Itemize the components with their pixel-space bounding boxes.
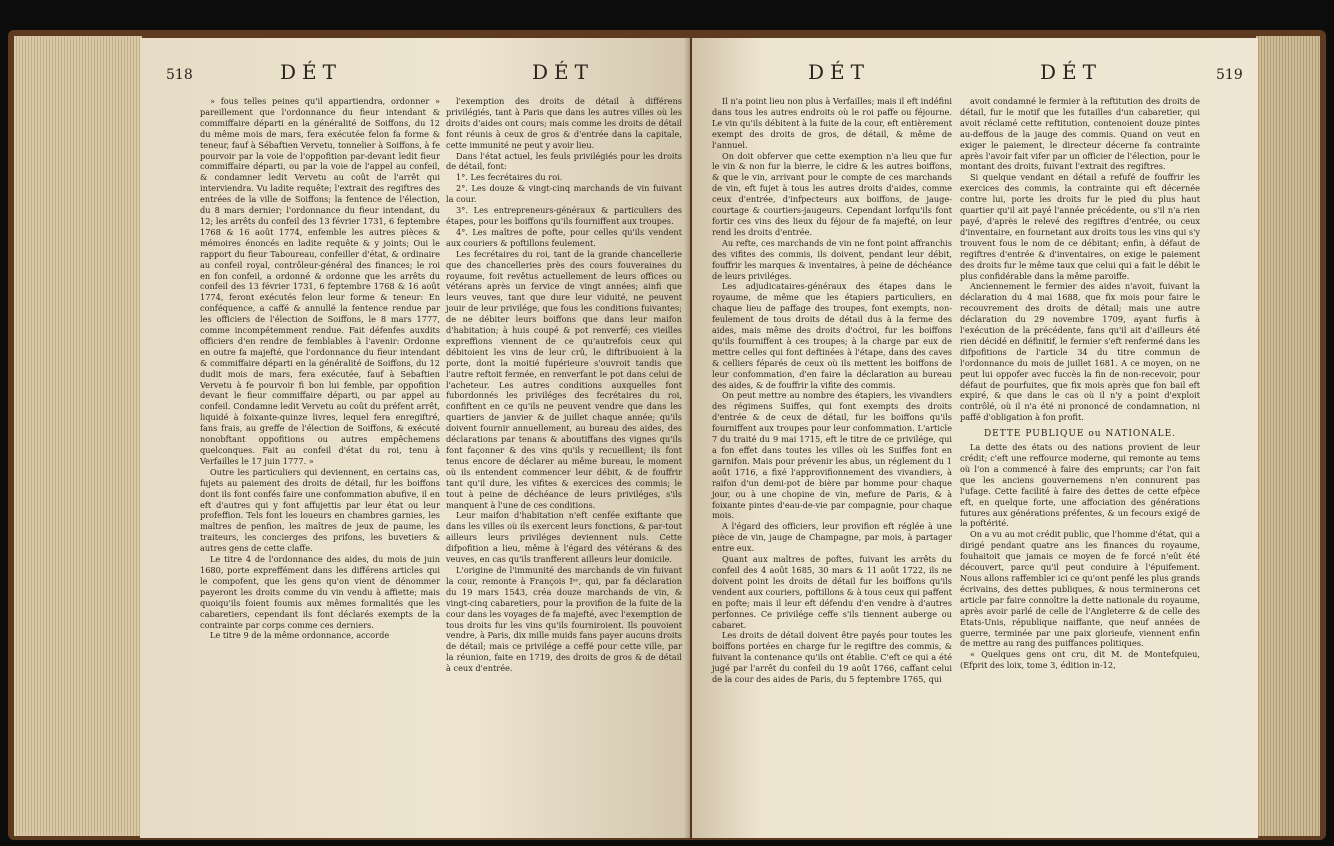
right-page (692, 38, 1258, 838)
left-column-2 (446, 96, 682, 674)
paragraph: Les droits de détail doivent être payés pour toutes les boiffons portées en charge fur le regiftre des commis, & fuivant la contenance qu'ils ont établie. C'eft ce qui a été jugé par l'arrêt du confeil du 19 août 1766, caffant celui de la cour des aides de Paris, du 5 feptembre 1765, qui (712, 630, 952, 685)
right-page-edges (1256, 36, 1320, 836)
paragraph: On doit obferver que cette exemption n'a lieu que fur le vin & non fur la bierre, le cidre & les autres boiffons, & que le vin, arrivant pour le compte de ces marchands de vin, eft fujet à tous les autres droits d'aides, comme ceux d'entrée, d'infpecteurs aux boiffons, de jauge-courtage & courtiers-jaugeurs. Cependant lorfqu'ils font fortir ces vins des lieux du féjour de fa majefté, on leur rend les droits d'entrée. (712, 150, 952, 237)
paragraph: 1°. Les fecrétaires du roi. (456, 172, 563, 183)
paragraph: Au refte, ces marchands de vin ne font point affranchis des vifites des commis, ils doivent, pendant leur débit, fouffrir les marques & inventaires, à peine de déchéance de leurs priviléges. (712, 237, 952, 281)
paragraph: Outre les particuliers qui deviennent, en certains cas, fujets au paiement des droits de détail, fur les boiffons dont ils font confés faire une confommation abufive, il en eft d'autres qui y font affujettis par leur état ou leur profeffion. Tels font les loueurs en chambres garnies, les maîtres de penfion, les maîtres de jeux de paume, les traiteurs, les concierges des prifons, les buvetiers & autres gens de cette claffe. (200, 466, 440, 554)
paragraph: La dette des états ou des nations provient de leur crédit; c'eft une reffource moderne, qui remonte au tems où l'on a commencé à faire des emprunts; car l'on fait que les anciens gouvernemens n'en connurent pas l'ufage. Cette facilité à faire des dettes de cette efpèce eft, en quelque forte, une affociation des générations futures aux générations préfentes, & un fecours exigé de la poftérité. (960, 442, 1200, 529)
paragraph: Les adjudicataires-généraux des étapes dans le royaume, de même que les étapiers particuliers, en chaque lieu de paffage des troupes, font exempts, non-feulement de tous droits de détail dus à la ferme des aides, mais même des droits d'oćtroi, fur les boiffons qu'ils fourniffent à ces troupes; à la charge par eux de mettre celles qui font deftinées à l'étape, dans des caves & celliers féparés de ceux où ils mettent les boiffons de leur confommation, d'en faire la déclaration au bureau des aides, & de fouffrir la vifite des commis. (712, 281, 952, 390)
paragraph: Les fecrétaires du roi, tant de la grande chancellerie que des chancelleries près des cours fouveraines du royaume, foit revêtus actuellement de leurs offices ou vétérans après un fervice de vingt années; ainfi que leurs veuves, tant que dure leur viduité, ne peuvent jouir de leur privilége, que fous les conditions fuivantes; de ne débiter leurs boiffons que dans leur maifon d'habitation; à huis coupé & pot renverfé; ces vieilles expreffions viennent de ce qu'autrefois ceux qui débitoient les vins de leur crû, le diftribuoient à la porte, dont la moitié fupérieure s'ouvroit tandis que l'autre reftoit fermée, en renverfant le pot dans celui de l'acheteur. Les autres conditions auxquelles font fubordonnés les priviléges des fecrétaires du roi, confiftent en ce qu'ils ne peuvent vendre que dans les quartiers de janvier & de juillet chaque année; qu'ils doivent fournir annuellement, au bureau des aides, des déclarations par tenans & aboutiffans des vignes qu'ils font façonner & des vins qu'ils y recueillent; ils font tenus encore de déclarer au même bureau, le moment où ils entendent commencer leur débit, & de fouffrir tant qu'il dure, les vifites & exercices des commis; le tout à peine de déchéance de leurs priviléges, s'ils manquent à l'une de ces conditions. (446, 248, 682, 510)
paragraph: l'exemption des droits de détail à différens privilégiés, tant à Paris que dans les autres villes où les droits d'aides ont cours; mais comme les droits de détail font réunis à ceux de gros & d'entrée dans la capitale, cette immunité ne peut y avoir lieu. (446, 96, 682, 150)
right-column-1 (712, 96, 952, 685)
paragraph: Le titre 4 de l'ordonnance des aides, du mois de juin 1680, porte expreffément dans les différens articles qui le compofent, que les gens qu'on vient de dénommer payeront les droits comme du vin vendu à affiette; mais quoiqu'ils foient foumis aux mêmes formalités que les cabaretiers, cependant ils font déclarés exempts de la contrainte par corps comme ces derniers. (200, 554, 440, 630)
paragraph: Il n'a point lieu non plus à Verfailles; mais il eft indéfini dans tous les autres endroits où le roi paffe ou féjourne. Le vin qu'ils débitent à la fuite de la cour, eft entièrement exempt des droits de gros, de détail, & même de l'annuel. (712, 96, 952, 150)
paragraph: 3°. Les entrepreneurs-généraux & particuliers des étapes, pour les boiffons qu'ils fourniffent aux troupes. (446, 205, 682, 226)
left-running-head-2: DÉT (532, 60, 594, 84)
paragraph: Anciennement le fermier des aides n'avoit, fuivant la déclaration du 4 mai 1688, que fix mois pour faire le recouvrement des droits de détail; mais une autre déclaration du 29 novembre 1709, ayant furfis à l'exécution de la précédente, fans qu'il ait d'ailleurs été rien décidé en définitif, le fermier s'eft renfermé dans les difpofitions de l'article 34 du titre commun de l'ordonnance du mois de juillet 1681. A ce moyen, on ne peut lui oppofer avec fuccès la fin de non-recevoir, pour défaut de pourfuites, que fix mois après que fon bail eft expiré, & que dans le cas où il n'y a point d'exploit contrôlé, où il n'a été ni prononcé de condamnation, ni paffé d'obligation à fon profit. (960, 281, 1200, 423)
paragraph: On a vu au mot crédit public, que l'homme d'état, qui a dirigé pendant quatre ans les finances du royaume, fouhaitoit que jamais ce moyen de fe forcé n'eût été découvert, parce qu'il peut conduire à l'épuifement. Nous allons raffembler ici ce qu'ont penfé les plus grands écrivains, des dettes publiques, & nous terminerons cet article par faire connoître la dette nationale du royaume, après avoir parlé de celle de l'Angleterre & de celle des États-Unis, république naiffante, que neuf années de guerre, terminée par une paix glorieufe, viennent enfin de mettre au rang des puiffances politiques. (960, 529, 1200, 649)
section-heading: DETTE PUBLIQUE ou NATIONALE. (983, 429, 1177, 440)
right-running-head-1: DÉT (808, 60, 870, 84)
paragraph: « Quelques gens ont cru, dit M. de Montefquieu, (Efprit des loix, tome 3, édition in-12, (960, 649, 1200, 671)
paragraph: 4°. Les maîtres de pofte, pour celles qu'ils vendent aux couriers & poftillons feulement. (446, 226, 682, 248)
left-page-number: 518 (166, 67, 193, 83)
paragraph: Quant aux maîtres de poftes, fuivant les arrêts du confeil des 4 août 1685, 30 mars & 11 août 1722, ils ne doivent point les droits de détail fur les boiffons qu'ils vendent aux couriers, poftillons & à tous ceux qui paffent en pofte; mais il leur eft défendu d'en vendre à d'autres perfonnes. Ce privilége ceffe s'ils tiennent auberge ou cabaret. (712, 554, 952, 630)
left-running-head-1: DÉT (280, 60, 342, 84)
paragraph: A l'égard des officiers, leur provifion eft réglée à une pièce de vin, jauge de Champagne, par mois, à partager entre eux. (712, 521, 952, 554)
paragraph: Leur maifon d'habitation n'eft cenfée exiftante que dans les villes où ils exercent leurs fonctions, & par-tout ailleurs leurs priviléges deviennent nuls. Cette difpofition a lieu, même à l'égard des vétérans & des veuves, en cas qu'ils tranfferent ailleurs leur domicile. (446, 510, 682, 565)
paragraph: Dans l'état actuel, les feuls privilégiés pour les droits de détail, font: (446, 150, 682, 172)
left-column-1 (200, 96, 440, 641)
right-column-2 (960, 96, 1200, 671)
paragraph: » fous telles peines qu'il appartiendra, ordonner » pareillement que l'ordonnance du fieur intendant & commiffaire départi en la généralité de Soiffons, du 12 du même mois de mars, fera exécutée felon fa forme & teneur, fauf à Sébaftien Vervetu, tonnelier à Soiffons, à fe pourvoir par la voie de l'oppofition par-devant ledit fieur commiffaire départi, ou par la voie de l'appel au confeil, & condamner ledit Vervetu au coût de l'arrêt qui interviendra. Vu ladite requête; l'extrait des regiftres des entrées de la ville de Soiffons; la fentence de l'élection, du 8 mars dernier; l'ordonnance du fieur intendant, du 12; les arrêts du confeil des 13 février 1731, 6 feptembre 1768 & 16 août 1774, enfemble les autres pièces & mémoires énoncés en ladite requête & y joints; Oui le rapport du fieur Taboureau, confeiller d'état, & ordinaire au confeil royal, contrôleur-général des finances; le roi en fon confeil, a ordonné & ordonne que les arrêts du confeil des 13 février 1731, 6 feptembre 1768 & 16 août 1774, feront exécutés felon leur forme & teneur: En conféquence, a caffé & annullé la fentence rendue par les officiers de l'élection de Soiffons, le 8 mars 1777, comme incompétemment rendue. Fait défenfes auxdits officiers d'en rendre de femblables à l'avenir: Ordonne en outre fa majefté, que l'ordonnance du fieur intendant & commiffaire départi en la généralité de Soiffons, du 12 dudit mois de mars, fera exécutée, fauf à Sebaftien Vervetu à fe pourvoir fi bon lui femble, par oppofition devant le fieur commiffaire départi, ou par appel au confeil. Condamne ledit Vervetu au coût du préfent arrêt, liquidé à foixante-quinze livres, lequel fera enregiftré, fans frais, au greffe de l'élection de Soiffons, & exécuté nonobftant oppofitions ou autres empêchemens quelconques. Fait au confeil d'état du roi, tenu à Verfailles le 17 juin 1777. » (200, 96, 440, 466)
left-page-edges (14, 36, 142, 836)
paragraph: avoit condamné le fermier à la reftitution des droits de détail, fur le motif que les futailles d'un cabaretier, qui avoit réclamé cette reftitution, contenoient douze pintes au-deffous de la jauge des commis. Quand on veut en exiger le paiement, le directeur décerne fa contrainte après l'avoir fait vifer par un officier de l'élection, pour le montant des droits, fuivant l'extrait des regiftres. (960, 96, 1200, 172)
paragraph: Le titre 9 de la même ordonnance, accorde (210, 630, 390, 641)
paragraph: On peut mettre au nombre des étapiers, les vivandiers des régimens Suiffes, qui font exempts des droits d'entrée & de ceux de détail, fur les boiffons qu'ils fourniffent aux troupes pour leur confommation. L'article 7 du traité du 9 mai 1715, eft le titre de ce privilége, qui a fon effet dans toutes les villes où les Suiffes font en garnifon. Mais pour prévenir les abus, un réglement du 1 août 1716, a fixé l'approvifionnement des vivandiers, à raifon d'un demi-pot de bière par homme pour chaque jour, ou à une chopine de vin, mefure de Paris, & à foixante pintes d'eau-de-vie par compagnie, pour chaque mois. (712, 390, 952, 521)
paragraph: Si quelque vendant en détail a refufé de fouffrir les exercices des commis, la contrainte qui eft décernée contre lui, porte les droits fur le pied du plus haut quartier qu'il ait payé l'année précédente, ou s'il n'a rien payé, d'après le relevé des regiftres d'entrée, ou ceux d'inventaire, en fournetant aux droits tous les vins qui s'y trouvent fous le nom de ce débitant; enfin, à défaut de regiftres d'entrée & d'inventaires, on exige le paiement des droits fur le même taux que celui qui a fait le débit le plus confidérable dans la même paroiffe. (960, 172, 1200, 281)
left-page (140, 38, 690, 838)
paragraph: 2°. Les douze & vingt-cinq marchands de vin fuivant la cour. (446, 183, 682, 205)
paragraph: L'origine de l'immunité des marchands de vin fuivant la cour, remonte à François Iᵉʳ, qui, par fa déclaration du 19 mars 1543, créa douze marchands de vin, & vingt-cinq cabaretiers, pour la provifion de la fuite de la cour dans les voyages de fa majefté, avec l'exemption de tous droits fur les vins qu'ils fourniroient. Ils pouvoient vendre, à Paris, dix mille muids fans payer aucuns droits de détail; mais ce privilége a ceffé pour cette ville, par la réunion, faite en 1719, des droits de gros & de détail à ceux d'entrée. (446, 564, 682, 674)
right-running-head-2: DÉT (1040, 60, 1102, 84)
right-page-number: 519 (1216, 67, 1243, 83)
